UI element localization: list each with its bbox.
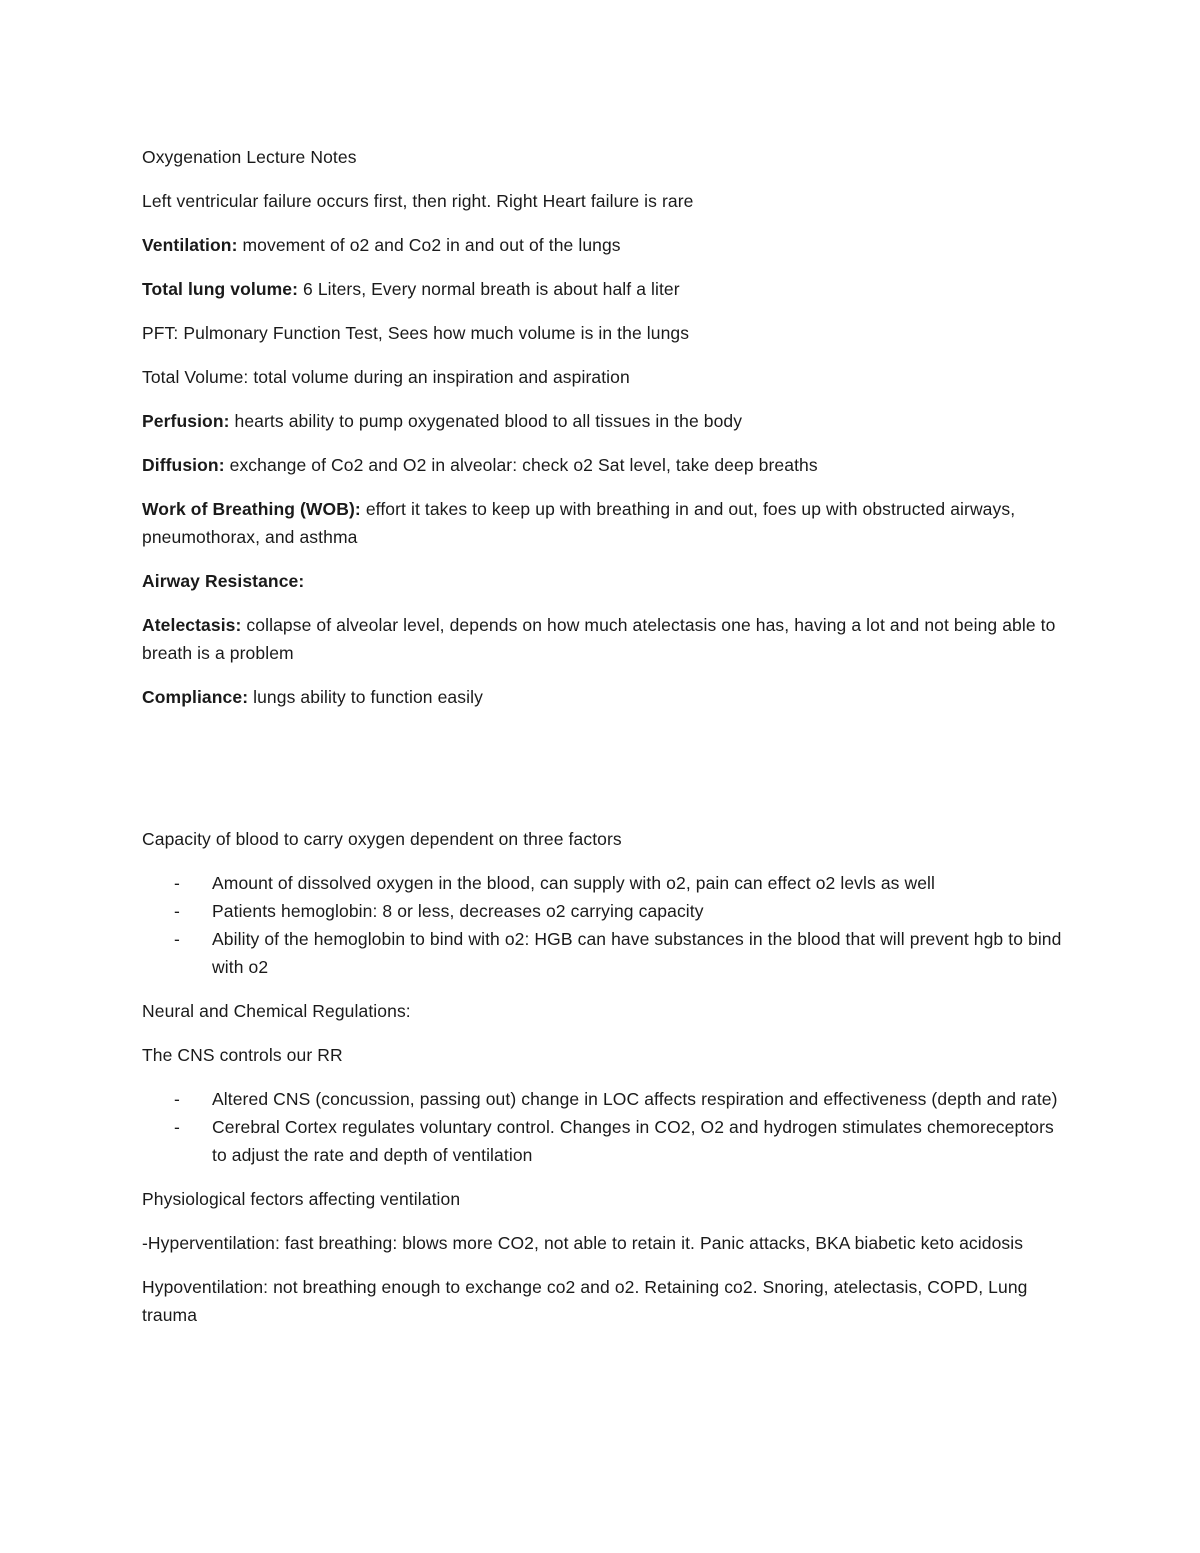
term: Perfusion: <box>142 411 230 431</box>
capacity-list <box>142 869 1062 981</box>
definition-text: lungs ability to function easily <box>248 687 483 707</box>
definition-text: collapse of alveolar level, depends on how much atelectasis one has, having a lot and not being able to breath is a problem <box>142 615 1056 663</box>
cns-heading: The CNS controls our RR <box>142 1045 343 1065</box>
list-item-text: Cerebral Cortex regulates voluntary control. Changes in CO2, O2 and hydrogen stimulates chemoreceptors to adjust the rate and depth of ventilation <box>212 1117 1054 1165</box>
dash-bullet: - <box>174 1117 180 1137</box>
paragraph-hyperventilation: -Hyperventilation: fast breathing: blows more CO2, not able to retain it. Panic attacks, BKA biabetic keto acidosis <box>142 1233 1024 1253</box>
definition-ventilation <box>142 231 1062 259</box>
definition-work-of-breathing <box>142 495 1062 551</box>
document-body <box>142 143 1062 1345</box>
blank-space <box>142 727 1062 825</box>
definition-text: exchange of Co2 and O2 in alveolar: check o2 Sat level, take deep breaths <box>224 455 818 475</box>
dash-bullet: - <box>174 901 180 921</box>
paragraph-total-volume: Total Volume: total volume during an inspiration and aspiration <box>142 367 630 387</box>
paragraph-hypoventilation: Hypoventilation: not breathing enough to exchange co2 and o2. Retaining co2. Snoring, atelectasis, COPD, Lung trauma <box>142 1277 1028 1325</box>
definition-text: movement of o2 and Co2 in and out of the lungs <box>237 235 621 255</box>
document-title: Oxygenation Lecture Notes <box>142 147 357 167</box>
definition-atelectasis <box>142 611 1062 667</box>
paragraph-pft: PFT: Pulmonary Function Test, Sees how much volume is in the lungs <box>142 323 690 343</box>
dash-bullet: - <box>174 929 180 949</box>
capacity-heading: Capacity of blood to carry oxygen dependent on three factors <box>142 829 622 849</box>
term: Airway Resistance: <box>142 571 305 591</box>
definition-text: 6 Liters, Every normal breath is about half a liter <box>298 279 680 299</box>
definition-compliance <box>142 683 1062 711</box>
term: Diffusion: <box>142 455 225 475</box>
definition-text: hearts ability to pump oxygenated blood to all tissues in the body <box>229 411 743 431</box>
paragraph-left-failure: Left ventricular failure occurs first, then right. Right Heart failure is rare <box>142 191 694 211</box>
definition-total-lung-volume <box>142 275 1062 303</box>
list-item-text: Amount of dissolved oxygen in the blood, can supply with o2, pain can effect o2 levls as well <box>212 873 936 893</box>
term: Total lung volume: <box>142 279 299 299</box>
term: Ventilation: <box>142 235 238 255</box>
list-item <box>142 897 1062 925</box>
list-item <box>142 869 1062 897</box>
neural-heading: Neural and Chemical Regulations: <box>142 1001 411 1021</box>
definition-diffusion <box>142 451 1062 479</box>
list-item-text: Patients hemoglobin: 8 or less, decreases o2 carrying capacity <box>212 901 704 921</box>
term: Atelectasis: <box>142 615 242 635</box>
list-item <box>142 925 1062 981</box>
list-item-text: Altered CNS (concussion, passing out) change in LOC affects respiration and effectiveness (depth and rate) <box>212 1089 1058 1109</box>
physio-heading: Physiological fectors affecting ventilation <box>142 1189 461 1209</box>
dash-bullet: - <box>174 1089 180 1109</box>
term: Work of Breathing (WOB): <box>142 499 361 519</box>
list-item <box>142 1113 1062 1169</box>
definition-airway-resistance <box>142 567 1062 595</box>
dash-bullet: - <box>174 873 180 893</box>
list-item <box>142 1085 1062 1113</box>
definition-text: effort it takes to keep up with breathing in and out, foes up with obstructed airways, pneumothorax, and asthma <box>142 499 1016 547</box>
definition-perfusion <box>142 407 1062 435</box>
list-item-text: Ability of the hemoglobin to bind with o2: HGB can have substances in the blood that will prevent hgb to bind with o2 <box>212 929 1062 977</box>
term: Compliance: <box>142 687 249 707</box>
cns-list <box>142 1085 1062 1169</box>
